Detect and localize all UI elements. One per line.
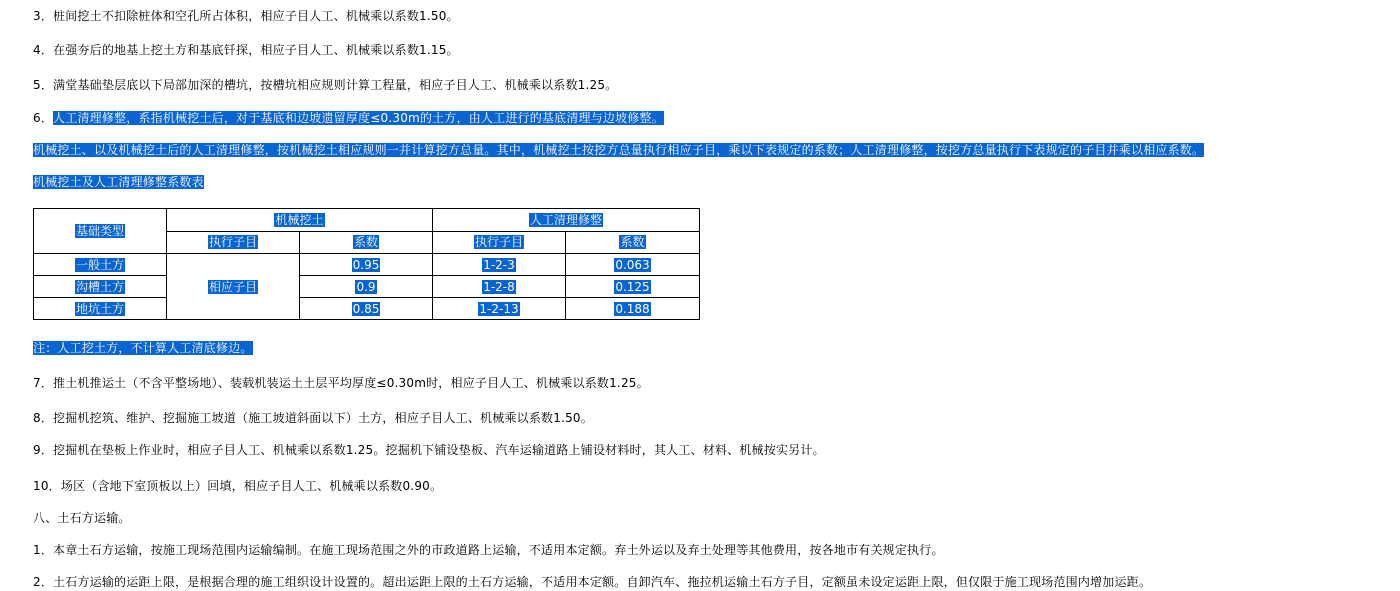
cell-type: 地坑土方 [34, 298, 167, 320]
table-row [34, 298, 700, 320]
header-foundation-type: 基础类型 [34, 209, 167, 254]
paragraph-3: 3．桩间挖土不扣除桩体和空孔所占体积，相应子目人工、机械乘以系数1.50。 [33, 9, 459, 23]
cell-manual-subitem: 1-2-13 [433, 298, 566, 320]
cell-machine-coef: 0.85 [300, 298, 433, 320]
header-machine-coef: 系数 [300, 231, 433, 254]
table-row [34, 254, 700, 276]
cell-manual-coef: 0.125 [566, 276, 700, 298]
cell-manual-coef: 0.188 [566, 298, 700, 320]
cell-manual-subitem: 1-2-8 [433, 276, 566, 298]
cell-type: 一般土方 [34, 254, 167, 276]
section-heading-transport: 八、土石方运输。 [33, 511, 131, 525]
paragraph-7: 7．推土机推运土（不含平整场地）、装载机装运土土层平均厚度≤0.30m时，相应子目人工、机械乘以系数1.25。 [33, 376, 649, 390]
header-manual-subitem: 执行子目 [433, 231, 566, 254]
table-title [33, 174, 204, 190]
cell-machine-subitem-merged: 相应子目 [167, 254, 300, 320]
selected-text[interactable]: 机械挖土及人工清理修整系数表 [33, 175, 204, 189]
paragraph-5: 5．满堂基础垫层底以下局部加深的槽坑，按槽坑相应规则计算工程量，相应子目人工、机械乘以系数1.25。 [33, 78, 618, 92]
header-machine-subitem: 执行子目 [167, 231, 300, 254]
selected-text[interactable]: 机械挖土、以及机械挖土后的人工清理修整，按机械挖土相应规则一并计算挖方总量。其中，机械挖土按挖方总量执行相应子目，乘以下表规定的系数；人工清理修整，按挖方总量执行下表规定的子目并乘以相应系数。 [33, 143, 1205, 157]
selected-text[interactable]: 人工清理修整，系指机械挖土后，对于基底和边坡遗留厚度≤0.30m的土方，由人工进行的基底清理与边坡修整。 [53, 111, 664, 125]
paragraph-4: 4．在强夯后的地基上挖土方和基底钎探，相应子目人工、机械乘以系数1.15。 [33, 43, 459, 57]
transport-paragraph-1: 1．本章土石方运输，按施工现场范围内运输编制。在施工现场范围之外的市政道路上运输，不适用本定额。弃土外运以及弃土处理等其他费用，按各地市有关规定执行。 [33, 543, 944, 557]
header-machine-excavation: 机械挖土 [167, 209, 433, 232]
transport-paragraph-2: 2．土石方运输的运距上限，是根据合理的施工组织设计设置的。超出运距上限的土石方运输，不适用本定额。自卸汽车、拖拉机运输土石方子目，定额虽未设定运距上限，但仅限于施工现场范围内增加运距。 [33, 575, 1152, 589]
paragraph-10: 10．场区（含地下室顶板以上）回填，相应子目人工、机械乘以系数0.90。 [33, 479, 443, 493]
header-manual-coef: 系数 [566, 231, 700, 254]
paragraph-6 [33, 110, 664, 126]
cell-machine-coef: 0.95 [300, 254, 433, 276]
paragraph-9: 9．挖掘机在垫板上作业时，相应子目人工、机械乘以系数1.25。挖掘机下铺设垫板、汽车运输道路上铺设材料时，其人工、材料、机械按实另计。 [33, 443, 825, 457]
table-row [34, 276, 700, 298]
cell-manual-subitem: 1-2-3 [433, 254, 566, 276]
paragraph-machine-excavation [33, 142, 1204, 158]
cell-manual-coef: 0.063 [566, 254, 700, 276]
cell-machine-coef: 0.9 [300, 276, 433, 298]
cell-type: 沟槽土方 [34, 276, 167, 298]
selected-text[interactable]: 注：人工挖土方，不计算人工清底修边。 [33, 341, 253, 355]
paragraph-6-number: 6． [33, 111, 54, 125]
paragraph-8: 8．挖掘机挖筑、维护、挖掘施工坡道（施工坡道斜面以下）土方，相应子目人工、机械乘以系数1.50。 [33, 411, 593, 425]
table-note [33, 340, 253, 356]
coefficient-table [33, 208, 700, 320]
header-manual-trimming: 人工清理修整 [433, 209, 700, 232]
